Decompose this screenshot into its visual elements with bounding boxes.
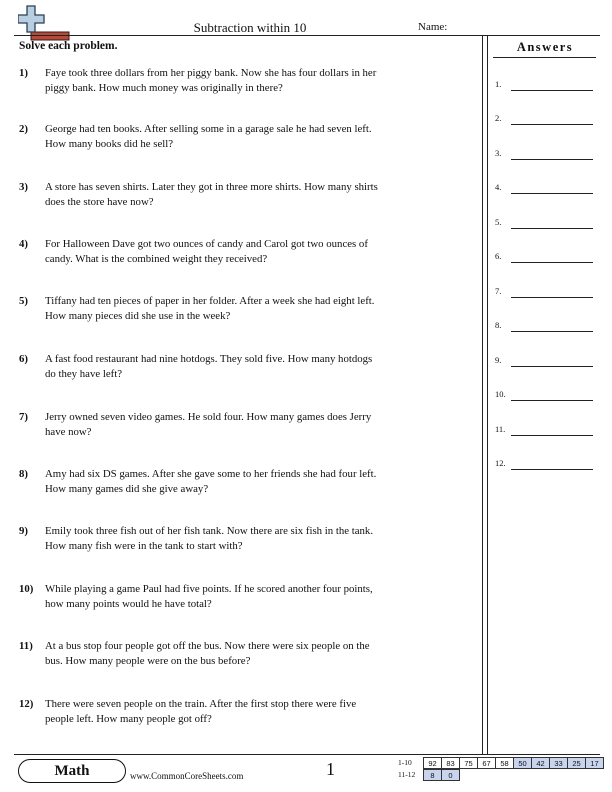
answer-blank[interactable]: [511, 262, 593, 263]
score-cell: 83: [442, 758, 460, 769]
answer-row-6: [495, 249, 595, 263]
answer-label: 6.: [495, 251, 502, 261]
score-cell: 50: [514, 758, 532, 769]
answer-row-4: [495, 180, 595, 194]
answer-row-3: [495, 146, 595, 160]
answer-row-12: [495, 456, 595, 470]
score-row-label: 1-10: [398, 758, 412, 767]
answer-blank[interactable]: [511, 400, 593, 401]
problem-text: Tiffany had ten pieces of paper in her folder. After a week she had eight left. How many pieces did she use in the week?: [45, 295, 375, 322]
problem-text: At a bus stop four people got off the bus. Now there were six people on the bus. How many people were on the bus before?: [45, 640, 370, 667]
problem-text: For Halloween Dave got two ounces of candy and Carol got two ounces of candy. What is the combined weight they received?: [45, 238, 368, 265]
answer-blank[interactable]: [511, 331, 593, 332]
problem-number: 1): [19, 67, 28, 79]
problem-number: 8): [19, 468, 28, 480]
problem-text: Faye took three dollars from her piggy bank. Now she has four dollars in her piggy bank. How much money was originally in there?: [45, 67, 377, 94]
header-divider: [14, 35, 600, 36]
score-cell: 33: [550, 758, 568, 769]
problem-text: George had ten books. After selling some in a garage sale he had seven left. How many books did he sell?: [45, 123, 372, 150]
score-table-row-1: [423, 757, 604, 769]
score-cell: 42: [532, 758, 550, 769]
score-cell: 17: [586, 758, 604, 769]
worksheet-title: Subtraction within 10: [193, 20, 307, 35]
problem-text: There were seven people on the train. After the first stop there were five people left. How many people got off?: [45, 698, 357, 725]
answer-row-10: [495, 387, 595, 401]
answer-column-divider: [487, 36, 488, 754]
answer-label: 1.: [495, 79, 502, 89]
answer-label: 7.: [495, 286, 502, 296]
score-cell: 25: [568, 758, 586, 769]
problem-text: Jerry owned seven video games. He sold four. How many games does Jerry have now?: [45, 411, 372, 438]
answer-label: 3.: [495, 148, 502, 158]
problem-number: 12): [19, 698, 34, 710]
answer-blank[interactable]: [511, 469, 593, 470]
answer-label: 4.: [495, 182, 502, 192]
score-row-label: 11-12: [398, 770, 416, 779]
problem-text: A fast food restaurant had nine hotdogs. They sold five. How many hotdogs do they have left?: [45, 353, 373, 380]
answer-row-5: [495, 215, 595, 229]
answer-row-1: [495, 77, 595, 91]
answer-label: 10.: [495, 389, 506, 399]
answer-blank[interactable]: [511, 159, 593, 160]
problem-number: 5): [19, 295, 28, 307]
site-url: www.CommonCoreSheets.com: [130, 771, 244, 781]
answer-label: 11.: [495, 424, 506, 434]
answers-heading: Answers: [516, 40, 574, 54]
math-badge: Math: [18, 759, 126, 783]
score-cell: 58: [496, 758, 514, 769]
problem-text: Amy had six DS games. After she gave some to her friends she had four left. How many games did she give away?: [45, 468, 377, 495]
score-cell: 8: [424, 770, 442, 781]
name-field-label: Name:: [418, 21, 448, 33]
answer-column-divider: [482, 36, 483, 754]
answers-heading-rule: [493, 57, 596, 58]
answer-label: 2.: [495, 113, 502, 123]
answer-row-11: [495, 422, 595, 436]
page-number: 1: [326, 759, 335, 779]
problem-number: 11): [19, 640, 33, 652]
answer-label: 5.: [495, 217, 502, 227]
problem-number: 9): [19, 525, 28, 537]
answer-row-7: [495, 284, 595, 298]
answer-row-8: [495, 318, 595, 332]
problem-number: 7): [19, 411, 28, 423]
score-cell: 0: [442, 770, 460, 781]
problem-number: 10): [19, 583, 34, 595]
answer-blank[interactable]: [511, 90, 593, 91]
score-cell: 75: [460, 758, 478, 769]
score-cell: 67: [478, 758, 496, 769]
answer-label: 8.: [495, 320, 502, 330]
answer-blank[interactable]: [511, 228, 593, 229]
answer-blank[interactable]: [511, 124, 593, 125]
footer-divider: [14, 754, 600, 755]
instructions: Solve each problem.: [19, 40, 118, 52]
answer-label: 12.: [495, 458, 506, 468]
problem-number: 3): [19, 181, 28, 193]
problem-number: 2): [19, 123, 28, 135]
answer-blank[interactable]: [511, 193, 593, 194]
answer-blank[interactable]: [511, 366, 593, 367]
score-table-row-2: [423, 769, 460, 781]
problem-text: Emily took three fish out of her fish tank. Now there are six fish in the tank. How many fish were in the tank to start with?: [45, 525, 374, 552]
answer-blank[interactable]: [511, 435, 593, 436]
problem-number: 4): [19, 238, 28, 250]
problem-number: 6): [19, 353, 28, 365]
problem-text: While playing a game Paul had five points. If he scored another four points, how many points would he have total?: [45, 583, 373, 610]
answer-label: 9.: [495, 355, 502, 365]
answer-blank[interactable]: [511, 297, 593, 298]
problem-text: A store has seven shirts. Later they got in three more shirts. How many shirts does the store have now?: [45, 181, 378, 208]
answer-row-2: [495, 111, 595, 125]
score-cell: 92: [424, 758, 442, 769]
answer-row-9: [495, 353, 595, 367]
